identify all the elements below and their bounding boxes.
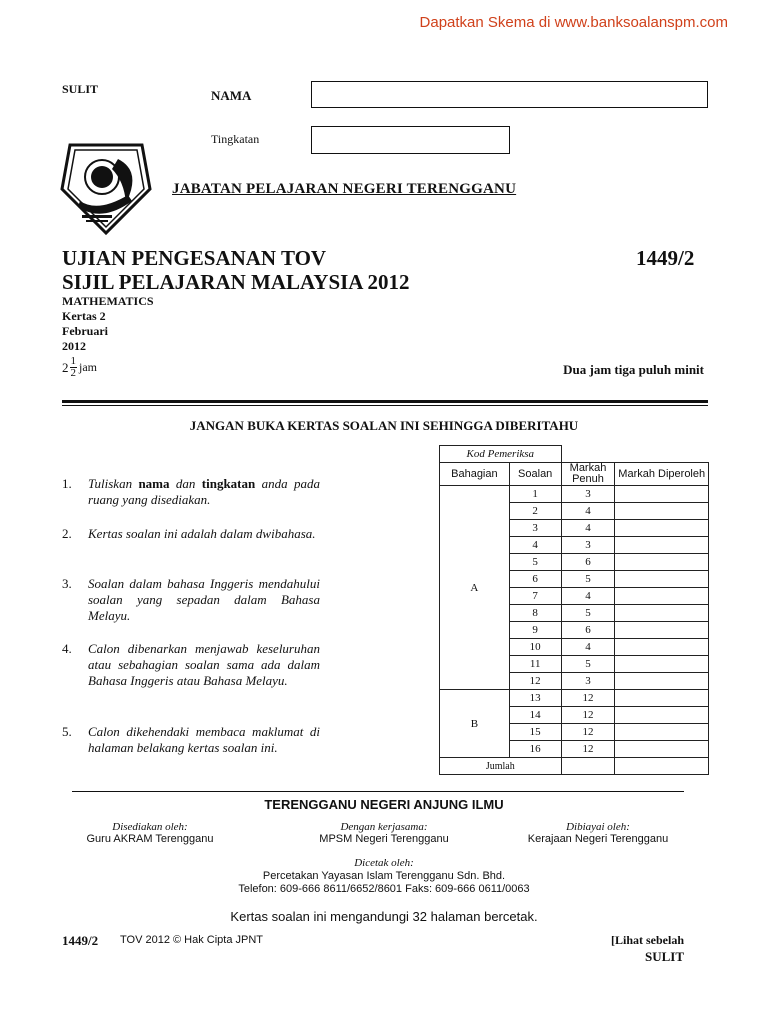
question-number: 10 <box>509 639 561 656</box>
obtained-marks-cell[interactable] <box>615 503 709 520</box>
warning-notice: JANGAN BUKA KERTAS SOALAN INI SEHINGGA DIBERITAHU <box>189 418 579 433</box>
instruction-1 <box>62 476 320 508</box>
full-marks: 3 <box>561 673 615 690</box>
website-banner[interactable]: Dapatkan Skema di www.banksoalanspm.com <box>419 14 728 31</box>
time-denominator: 2 <box>70 367 76 379</box>
obtained-marks-cell[interactable] <box>615 656 709 673</box>
question-number: 2 <box>509 503 561 520</box>
footer-copyright: TOV 2012 © Hak Cipta JPNT <box>120 934 264 946</box>
header-markah-diperoleh: Markah Diperoleh <box>615 463 709 486</box>
instruction-number: 2. <box>62 526 72 541</box>
full-marks: 6 <box>561 622 615 639</box>
instruction-5 <box>62 724 320 756</box>
full-marks: 12 <box>561 741 615 758</box>
total-label: Jumlah <box>440 758 562 775</box>
instruction-number: 5. <box>62 724 72 739</box>
question-number: 14 <box>509 707 561 724</box>
instruction-text: Tuliskan <box>88 476 139 491</box>
nama-field[interactable] <box>311 81 708 108</box>
subject-name: MATHEMATICS <box>62 294 154 308</box>
footer-sulit-label: SULIT <box>644 949 684 964</box>
printer-name: Percetakan Yayasan Islam Terengganu Sdn. Bhd. <box>262 870 506 882</box>
collab-title: Dengan kerjasama: <box>340 821 428 833</box>
printer-contact: Telefon: 609-666 8611/6652/8601 Faks: 609-666 0611/0063 <box>238 883 530 895</box>
prepared-by-block <box>50 821 250 845</box>
full-marks: 3 <box>561 486 615 503</box>
tingkatan-label: Tingkatan <box>211 132 260 146</box>
footer-paper-code: 1449/2 <box>62 933 99 948</box>
obtained-marks-cell[interactable] <box>615 707 709 724</box>
full-marks: 5 <box>561 656 615 673</box>
question-number: 5 <box>509 554 561 571</box>
full-marks: 3 <box>561 537 615 554</box>
jpnt-logo-icon <box>58 141 154 237</box>
question-number: 12 <box>509 673 561 690</box>
instruction-text: Calon dibenarkan menjawab keseluruhan atau sebahagian soalan sama ada dalam Bahasa Inggeris atau Bahasa Melayu. <box>88 641 320 688</box>
divider-thin <box>62 405 708 406</box>
printer-block <box>0 857 768 896</box>
instruction-3 <box>62 576 320 624</box>
full-marks: 4 <box>561 503 615 520</box>
total-full <box>561 758 615 775</box>
time-whole: 2 <box>62 359 69 375</box>
instruction-text: Soalan dalam bahasa Inggeris mendahului soalan yang sepadan dalam Bahasa Melayu. <box>88 576 320 623</box>
exam-month: Februari <box>62 324 108 338</box>
instruction-number: 1. <box>62 476 72 491</box>
table-row <box>440 486 709 503</box>
section-label: B <box>440 690 510 758</box>
collaboration-block <box>284 821 484 845</box>
prepared-title: Disediakan oleh: <box>112 821 188 833</box>
instruction-text: Kertas soalan ini adalah dalam dwibahasa. <box>88 526 316 541</box>
printed-title: Dicetak oleh: <box>354 857 414 869</box>
full-marks: 12 <box>561 707 615 724</box>
question-number: 15 <box>509 724 561 741</box>
obtained-marks-cell[interactable] <box>615 673 709 690</box>
question-number: 4 <box>509 537 561 554</box>
question-number: 9 <box>509 622 561 639</box>
obtained-marks-cell[interactable] <box>615 741 709 758</box>
instruction-4 <box>62 641 320 689</box>
duration-text: Dua jam tiga puluh minit <box>563 362 704 377</box>
full-marks: 12 <box>561 724 615 741</box>
exam-subtitle: SIJIL PELAJARAN MALAYSIA 2012 <box>62 270 410 294</box>
state-motto: TERENGGANU NEGERI ANJUNG ILMU <box>264 797 504 812</box>
obtained-marks-cell[interactable] <box>615 605 709 622</box>
question-number: 3 <box>509 520 561 537</box>
instruction-2 <box>62 526 320 542</box>
instruction-text: dan <box>169 476 202 491</box>
question-number: 11 <box>509 656 561 673</box>
divider-thick <box>62 400 708 403</box>
funded-by-block <box>498 821 698 845</box>
instruction-number: 3. <box>62 576 72 591</box>
paper-code: 1449/2 <box>636 246 695 270</box>
prepared-by: Guru AKRAM Terengganu <box>86 833 214 845</box>
question-number: 6 <box>509 571 561 588</box>
full-marks: 5 <box>561 605 615 622</box>
full-marks: 4 <box>561 588 615 605</box>
full-marks: 4 <box>561 520 615 537</box>
full-marks: 4 <box>561 639 615 656</box>
section-label: A <box>440 486 510 690</box>
instruction-text: Calon dikehendaki membaca maklumat di halaman belakang kertas soalan ini. <box>88 724 320 755</box>
obtained-marks-cell[interactable] <box>615 690 709 707</box>
department-name: JABATAN PELAJARAN NEGERI TERENGGANU <box>172 181 517 197</box>
sulit-label: SULIT <box>62 82 99 96</box>
full-marks: 5 <box>561 571 615 588</box>
tingkatan-field[interactable] <box>311 126 510 154</box>
obtained-marks-cell[interactable] <box>615 639 709 656</box>
header-markah-penuh: Markah Penuh <box>561 463 615 486</box>
obtained-marks-cell[interactable] <box>615 588 709 605</box>
time-allowed <box>62 356 97 379</box>
instruction-number: 4. <box>62 641 72 656</box>
collab-by: MPSM Negeri Terengganu <box>319 833 449 845</box>
nama-label: NAMA <box>211 88 252 103</box>
turn-page-note: [Lihat sebelah <box>610 933 684 947</box>
question-number: 16 <box>509 741 561 758</box>
header-soalan: Soalan <box>509 463 561 486</box>
obtained-marks-cell[interactable] <box>615 520 709 537</box>
header-bahagian: Bahagian <box>440 463 510 486</box>
instruction-bold-tingkatan: tingkatan <box>201 476 256 491</box>
exam-title: UJIAN PENGESANAN TOV <box>62 246 327 270</box>
page-count-note: Kertas soalan ini mengandungi 32 halaman bercetak. <box>230 909 538 924</box>
obtained-marks-cell[interactable] <box>615 724 709 741</box>
question-number: 8 <box>509 605 561 622</box>
time-numerator: 1 <box>70 355 76 367</box>
table-row <box>440 690 709 707</box>
funded-by: Kerajaan Negeri Terengganu <box>527 833 669 845</box>
obtained-marks-cell[interactable] <box>615 486 709 503</box>
instruction-text: anda pada ruang yang disediakan. <box>88 476 321 507</box>
instruction-bold-nama: nama <box>138 476 170 491</box>
obtained-marks-cell[interactable] <box>615 571 709 588</box>
time-unit: jam <box>79 360 97 374</box>
obtained-marks-cell[interactable] <box>615 622 709 639</box>
table-caption: Kod Pemeriksa <box>440 446 562 463</box>
full-marks: 6 <box>561 554 615 571</box>
question-number: 1 <box>509 486 561 503</box>
total-obtained-cell[interactable] <box>615 758 709 775</box>
footer-divider <box>72 791 684 792</box>
obtained-marks-cell[interactable] <box>615 537 709 554</box>
question-number: 7 <box>509 588 561 605</box>
question-number: 13 <box>509 690 561 707</box>
funded-title: Dibiayai oleh: <box>566 821 630 833</box>
full-marks: 12 <box>561 690 615 707</box>
exam-year: 2012 <box>62 339 86 353</box>
paper-number: Kertas 2 <box>62 309 106 323</box>
obtained-marks-cell[interactable] <box>615 554 709 571</box>
marks-table <box>439 445 709 775</box>
